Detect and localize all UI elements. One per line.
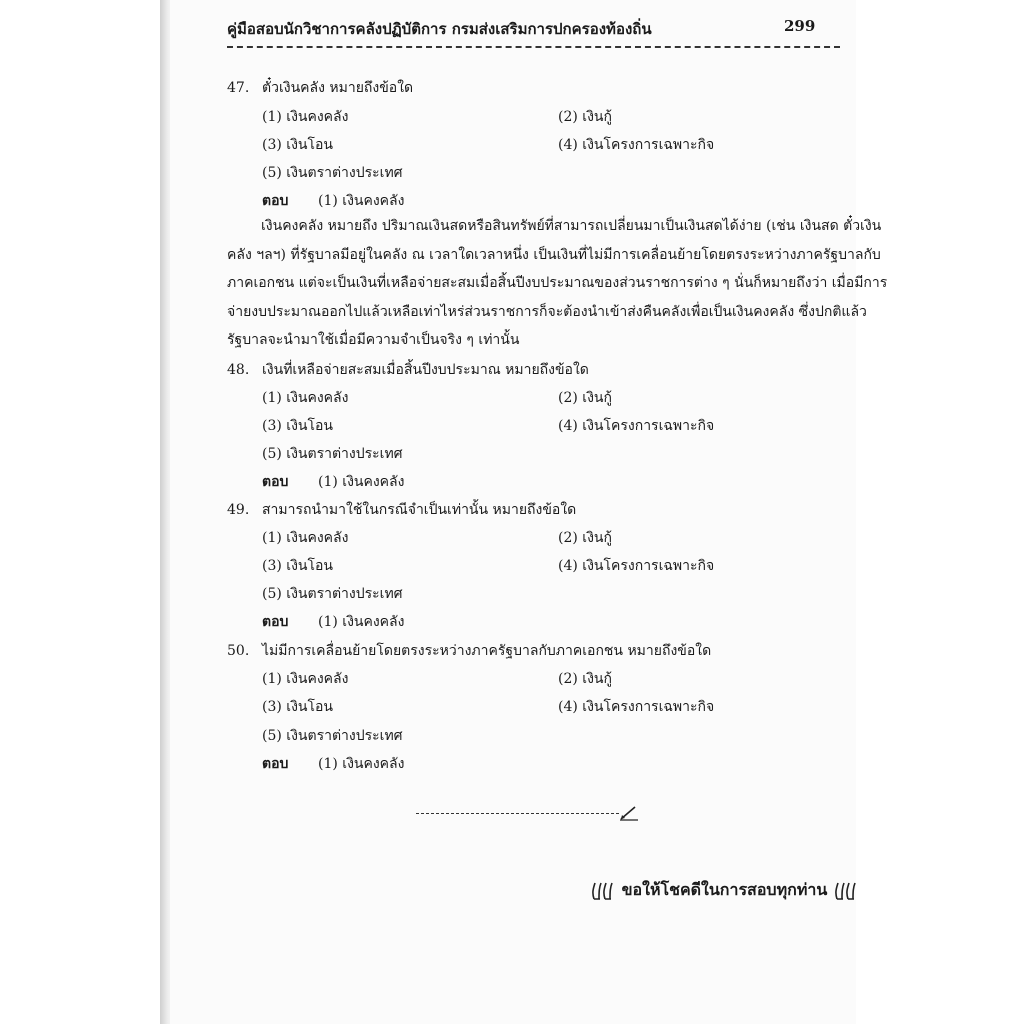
closing-text: ขอให้โชคดีในการสอบทุกท่าน xyxy=(621,880,828,899)
answer-label: ตอบ xyxy=(262,756,289,772)
answer-value: (1) เงินคงคลัง xyxy=(318,614,405,630)
answer-explanation xyxy=(227,212,888,355)
option: (2) เงินกู้ xyxy=(558,530,612,546)
explanation-line: ภาคเอกชน แต่จะเป็นเงินที่เหลือจ่ายสะสมเมื่อสิ้นปีงบประมาณของส่วนราชการต่าง ๆ นั่นก็หมายถึงว่า เมื่อมีการ xyxy=(227,275,888,292)
question-number: 49. xyxy=(227,502,250,518)
option: (1) เงินคงคลัง xyxy=(262,390,349,406)
victory-hand-icon xyxy=(590,881,616,901)
pen-icon xyxy=(619,805,639,821)
question-text: ตั๋วเงินคลัง หมายถึงข้อใด xyxy=(262,80,414,96)
option: (2) เงินกู้ xyxy=(558,671,612,687)
option: (3) เงินโอน xyxy=(262,558,333,574)
victory-hand-icon xyxy=(833,881,859,901)
question-text: ไม่มีการเคลื่อนย้ายโดยตรงระหว่างภาครัฐบาลกับภาคเอกชน หมายถึงข้อใด xyxy=(262,643,712,659)
option: (1) เงินคงคลัง xyxy=(262,671,349,687)
option: (5) เงินตราต่างประเทศ xyxy=(262,165,403,181)
option: (4) เงินโครงการเฉพาะกิจ xyxy=(558,418,715,434)
page-number: 299 xyxy=(784,17,816,35)
option: (1) เงินคงคลัง xyxy=(262,109,349,125)
question-number: 50. xyxy=(227,643,250,659)
option: (2) เงินกู้ xyxy=(558,390,612,406)
end-divider xyxy=(416,813,619,814)
answer-value: (1) เงินคงคลัง xyxy=(318,193,405,209)
explanation-line: รัฐบาลจะนำมาใช้เมื่อมีความจำเป็นจริง ๆ เท่านั้น xyxy=(227,332,520,349)
closing-message xyxy=(590,878,859,903)
question-text: สามารถนำมาใช้ในกรณีจำเป็นเท่านั้น หมายถึงข้อใด xyxy=(262,502,577,518)
header-divider xyxy=(227,46,840,48)
question-text: เงินที่เหลือจ่ายสะสมเมื่อสิ้นปีงบประมาณ หมายถึงข้อใด xyxy=(262,362,589,378)
explanation-line: จ่ายงบประมาณออกไปแล้วเหลือเท่าไหร่ส่วนราชการก็จะต้องนำเข้าส่งคืนคลังเพื่อเป็นเงินคงคลัง ซึ่งปกติแล้ว xyxy=(227,303,867,320)
option: (1) เงินคงคลัง xyxy=(262,530,349,546)
option: (3) เงินโอน xyxy=(262,418,333,434)
question-number: 48. xyxy=(227,362,250,378)
explanation-line: คลัง ฯลฯ) ที่รัฐบาลมีอยู่ในคลัง ณ เวลาใดเวลาหนึ่ง เป็นเงินที่ไม่มีการเคลื่อนย้ายโดยตรงระหว่างภาครัฐบาลกับ xyxy=(227,246,881,263)
option: (4) เงินโครงการเฉพาะกิจ xyxy=(558,137,715,153)
answer-value: (1) เงินคงคลัง xyxy=(318,756,405,772)
option: (3) เงินโอน xyxy=(262,137,333,153)
question-number: 47. xyxy=(227,80,250,96)
option: (5) เงินตราต่างประเทศ xyxy=(262,586,403,602)
option: (2) เงินกู้ xyxy=(558,109,612,125)
answer-label: ตอบ xyxy=(262,474,289,490)
option: (5) เงินตราต่างประเทศ xyxy=(262,728,403,744)
option: (4) เงินโครงการเฉพาะกิจ xyxy=(558,558,715,574)
option: (3) เงินโอน xyxy=(262,699,333,715)
option: (5) เงินตราต่างประเทศ xyxy=(262,446,403,462)
page-header-title: คู่มือสอบนักวิชาการคลังปฏิบัติการ กรมส่งเสริมการปกครองท้องถิ่น xyxy=(227,20,652,38)
answer-label: ตอบ xyxy=(262,614,289,630)
answer-value: (1) เงินคงคลัง xyxy=(318,474,405,490)
answer-label: ตอบ xyxy=(262,193,289,209)
option: (4) เงินโครงการเฉพาะกิจ xyxy=(558,699,715,715)
explanation-line: เงินคงคลัง หมายถึง ปริมาณเงินสดหรือสินทรัพย์ที่สามารถเปลี่ยนมาเป็นเงินสดได้ง่าย (เช่น เงินสด ตั๋วเงิน xyxy=(261,218,882,234)
